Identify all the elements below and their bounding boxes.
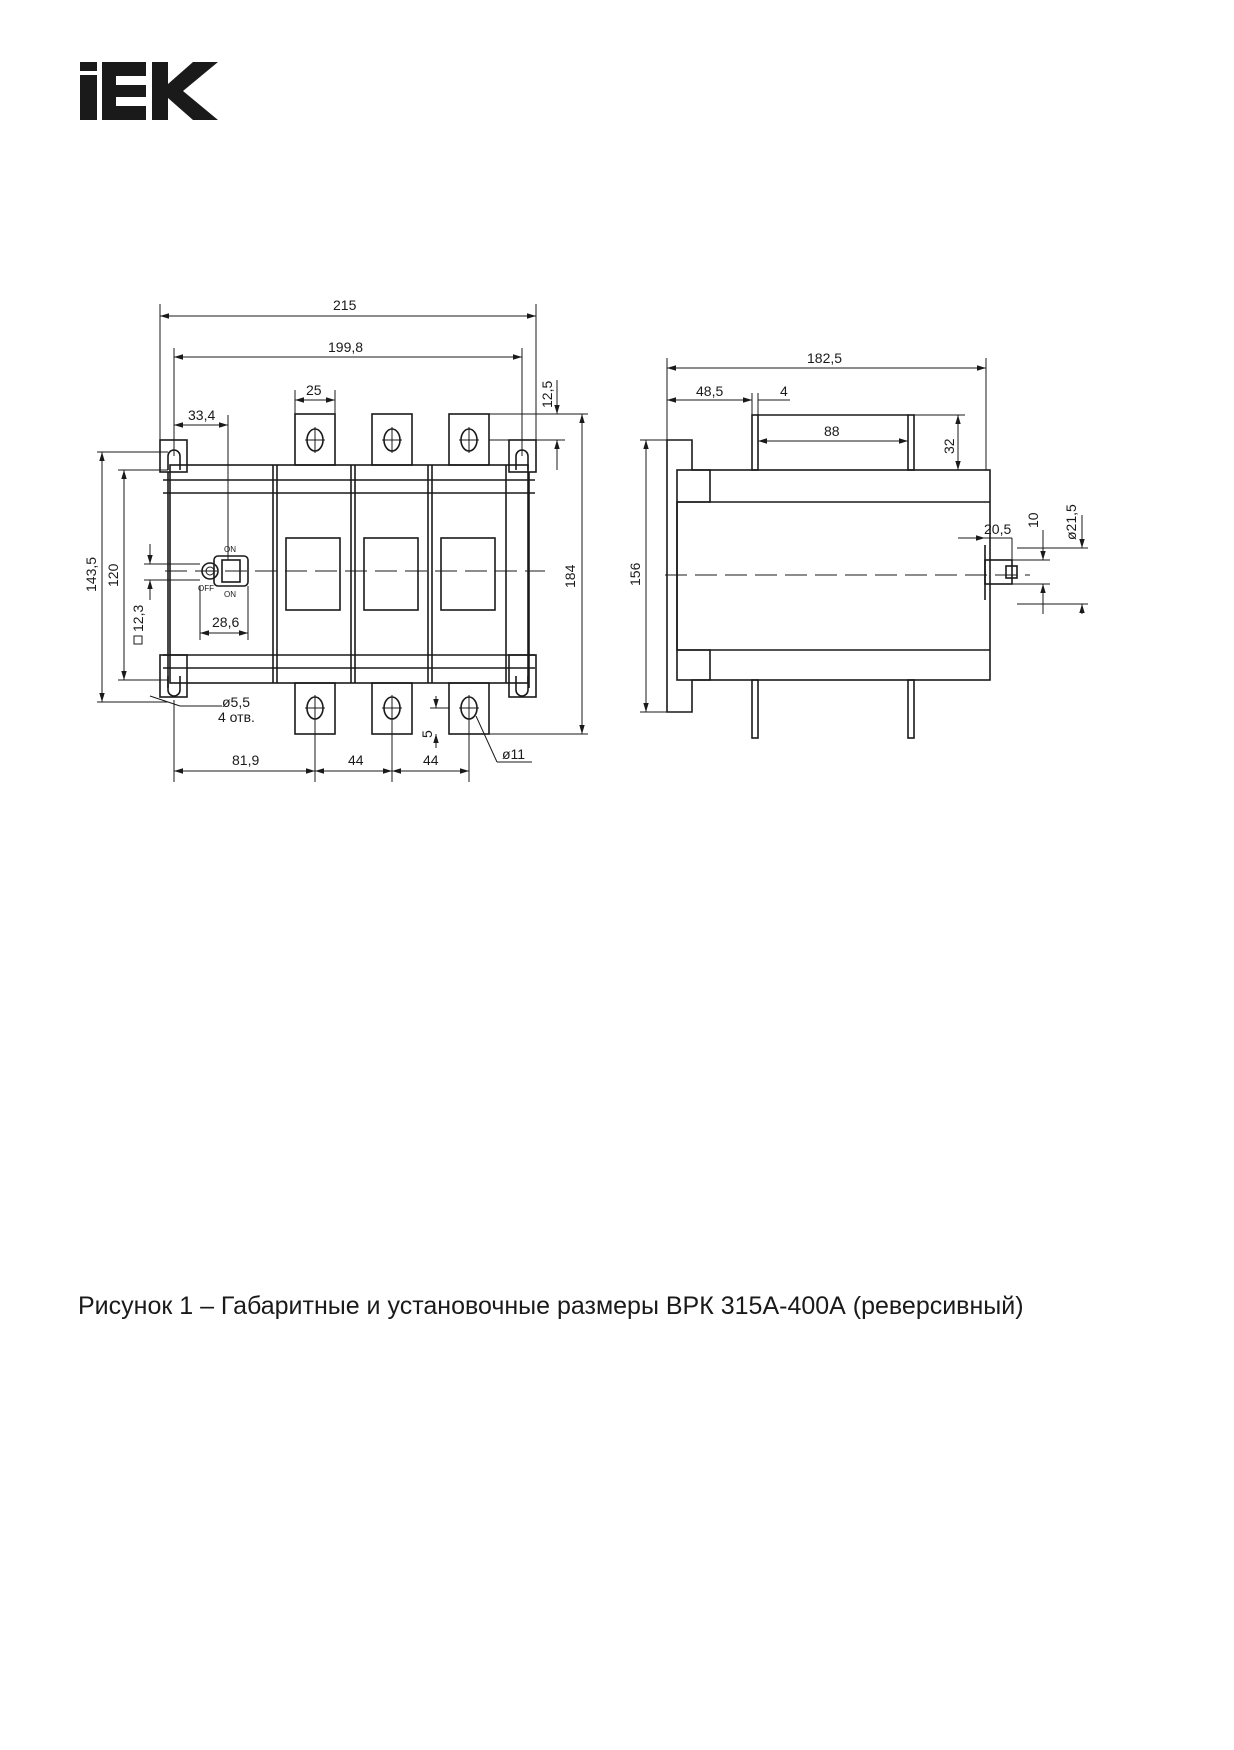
dim-handle-width: 28,6 xyxy=(212,614,240,630)
dim-hole-count: 4 отв. xyxy=(218,709,255,725)
dim-depth: 182,5 xyxy=(807,350,843,366)
figure-caption: Рисунок 1 – Габаритные и установочные размеры ВРК 315А-400А (реверсивный) xyxy=(78,1292,1024,1320)
dim-bracket-depth: 48,5 xyxy=(696,383,724,399)
dim-bracket-gap: 4 xyxy=(780,383,788,399)
dim-overall-height: 184 xyxy=(562,564,578,588)
dim-rail-length: 88 xyxy=(824,423,840,439)
dim-terminal-hole: ø11 xyxy=(502,746,526,762)
front-view xyxy=(83,297,588,782)
handle-label-on-top: ON xyxy=(224,545,236,554)
dim-terminal-offset: 12,5 xyxy=(539,380,555,408)
side-view xyxy=(627,350,1088,738)
dim-shaft-square: 12,3 xyxy=(130,604,146,632)
dim-mount-height: 120 xyxy=(105,563,121,587)
dim-terminal-edge: 5 xyxy=(419,730,435,738)
dim-rail-height: 32 xyxy=(941,438,957,454)
dim-mount-spacing: 199,8 xyxy=(328,339,364,355)
dim-handle-offset: 33,4 xyxy=(188,407,216,423)
dim-overall-width: 215 xyxy=(333,297,357,313)
switch-handle xyxy=(198,545,248,599)
dim-first-pole-offset: 81,9 xyxy=(232,752,260,768)
dim-pole-pitch-1: 44 xyxy=(348,752,364,768)
side-dimensions xyxy=(627,350,1088,712)
handle-label-off: OFF xyxy=(198,584,214,593)
dim-shaft-square-side: 10 xyxy=(1025,512,1041,528)
handle-label-on-bottom: ON xyxy=(224,590,236,599)
dim-shaft-length: 20,5 xyxy=(984,521,1012,537)
dim-hole-dia: ø5,5 xyxy=(222,694,251,710)
dim-height: 156 xyxy=(627,562,643,586)
dim-shaft-dia: ø21,5 xyxy=(1063,504,1079,540)
dim-terminal-width: 25 xyxy=(306,382,322,398)
dim-pole-pitch-2: 44 xyxy=(423,752,439,768)
dim-overall-height-mount: 143,5 xyxy=(83,556,99,592)
